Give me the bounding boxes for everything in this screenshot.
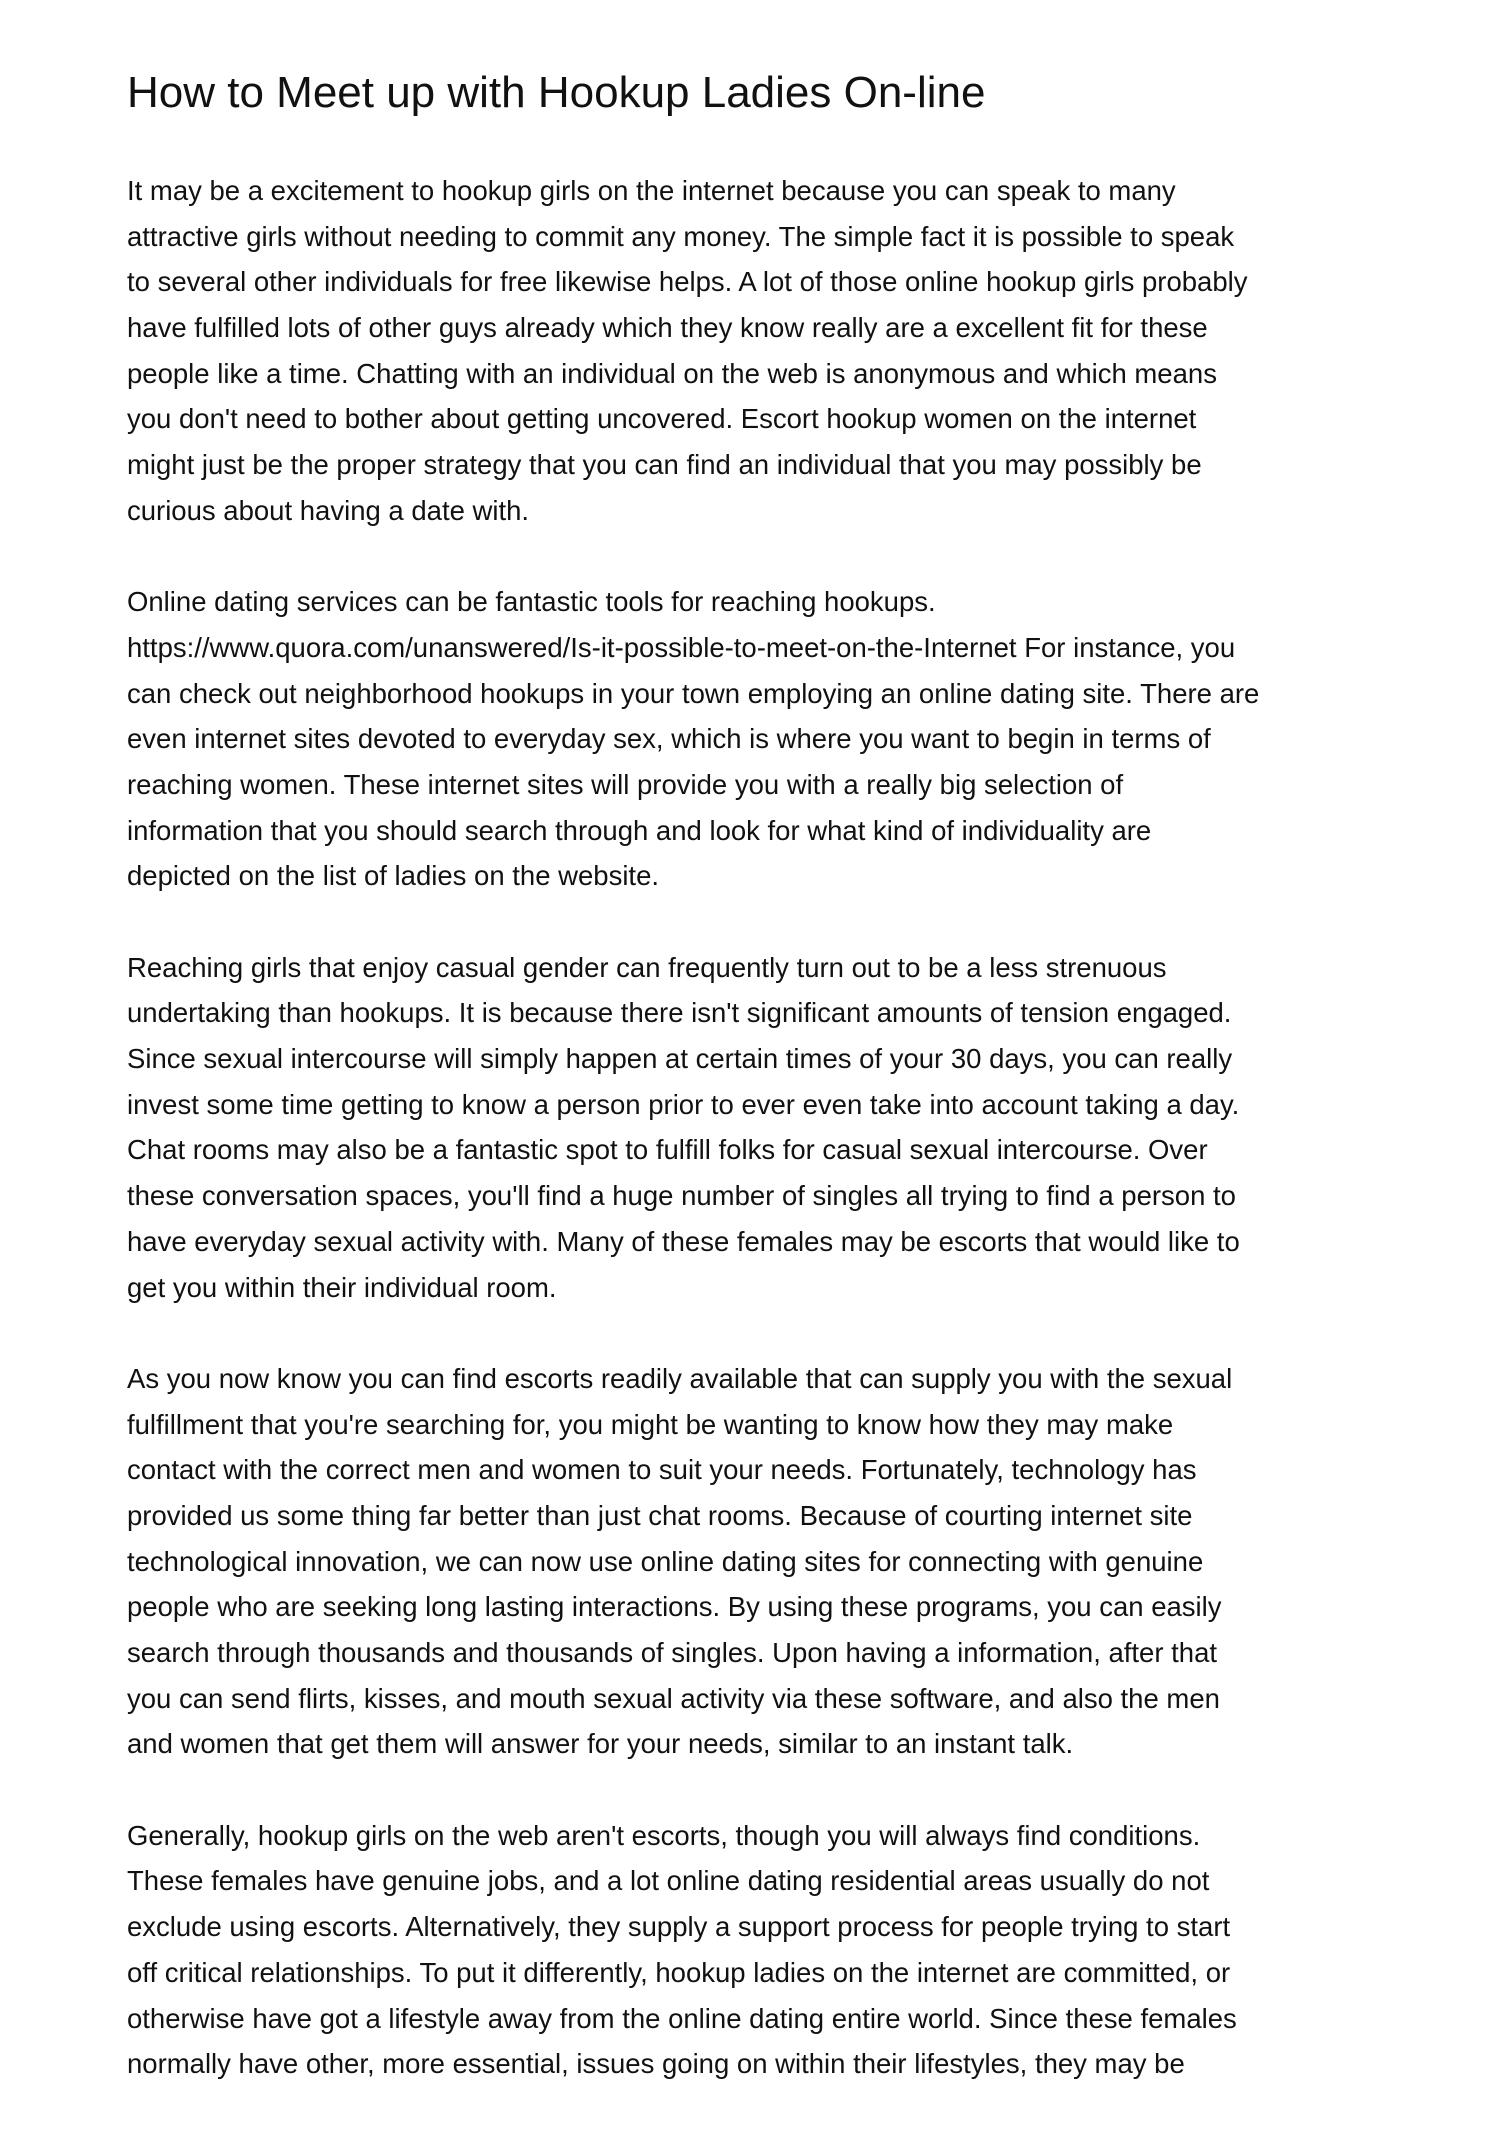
text-line: might just be the proper strategy that you can find an individual that you may possibly be	[127, 449, 1202, 481]
text-line: attractive girls without needing to commit any money. The simple fact it is possible to speak	[127, 220, 1235, 252]
text-line: you can send flirts, kisses, and mouth sexual activity via these software, and also the men	[127, 1682, 1220, 1714]
text-line: curious about having a date with.	[127, 494, 530, 526]
text-line: depicted on the list of ladies on the website.	[127, 860, 660, 892]
text-line: have everyday sexual activity with. Many of these females may be escorts that would like to	[127, 1225, 1240, 1257]
text-line: invest some time getting to know a person prior to ever even take into account taking a day.	[127, 1088, 1240, 1120]
text-line: these conversation spaces, you'll find a huge number of singles all trying to find a person to	[127, 1180, 1236, 1212]
text-line: contact with the correct men and women to suit your needs. Fortunately, technology has	[127, 1454, 1197, 1486]
text-line: otherwise have got a lifestyle away from the online dating entire world. Since these females	[127, 2002, 1237, 2034]
text-line: Reaching girls that enjoy casual gender can frequently turn out to be a less strenuous	[127, 951, 1167, 983]
text-line: people like a time. Chatting with an individual on the web is anonymous and which means	[127, 357, 1217, 389]
paragraph	[127, 579, 1427, 899]
text-line: Since sexual intercourse will simply happen at certain times of your 30 days, you can really	[127, 1043, 1233, 1075]
text-line: It may be a excitement to hookup girls on the internet because you can speak to many	[127, 175, 1176, 206]
text-line: https://www.quora.com/unanswered/Is-it-possible-to-meet-on-the-Internet For instance, you	[127, 631, 1236, 663]
text-line: and women that get them will answer for your needs, similar to an instant talk.	[127, 1728, 1074, 1760]
text-line: As you now know you can find escorts readily available that can supply you with the sexual	[127, 1362, 1233, 1394]
text-line: information that you should search through and look for what kind of individuality are	[127, 814, 1152, 846]
text-line: technological innovation, we can now use online dating sites for connecting with genuine	[127, 1545, 1204, 1577]
text-line: exclude using escorts. Alternatively, they supply a support process for people trying to start	[127, 1911, 1231, 1943]
text-line: undertaking than hookups. It is because there isn't significant amounts of tension engaged.	[127, 997, 1232, 1029]
text-line: reaching women. These internet sites will provide you with a really big selection of	[127, 768, 1124, 800]
paragraph	[127, 168, 1427, 534]
text-line: even internet sites devoted to everyday sex, which is where you want to begin in terms of	[127, 723, 1211, 755]
text-line: These females have genuine jobs, and a lot online dating residential areas usually do not	[127, 1865, 1210, 1897]
text-line: search through thousands and thousands of singles. Upon having a information, after that	[127, 1637, 1218, 1668]
paragraph	[127, 945, 1427, 1311]
text-line: people who are seeking long lasting interactions. By using these programs, you can easily	[127, 1591, 1222, 1623]
text-line: have fulfilled lots of other guys already which they know really are a excellent fit for these	[127, 312, 1208, 344]
text-line: off critical relationships. To put it differently, hookup ladies on the internet are committed, or	[127, 1956, 1231, 1988]
text-line: fulfillment that you're searching for, you might be wanting to know how they may make	[127, 1408, 1174, 1440]
text-line: can check out neighborhood hookups in your town employing an online dating site. There are	[127, 677, 1260, 709]
text-line: provided us some thing far better than just chat rooms. Because of courting internet site	[127, 1499, 1193, 1531]
text-line: Online dating services can be fantastic tools for reaching hookups.	[127, 586, 936, 618]
text-line: normally have other, more essential, issues going on within their lifestyles, they may be	[127, 2048, 1185, 2080]
text-line: Generally, hookup girls on the web aren't escorts, though you will always find conditions.	[127, 1819, 1201, 1851]
text-line: you don't need to bother about getting uncovered. Escort hookup women on the internet	[127, 403, 1197, 435]
paragraph	[127, 1813, 1427, 2087]
text-line: to several other individuals for free likewise helps. A lot of those online hookup girls probably	[127, 266, 1248, 298]
document-body	[127, 168, 1427, 2133]
text-line: Chat rooms may also be a fantastic spot to fulfill folks for casual sexual intercourse. Over	[127, 1134, 1208, 1166]
page-title: How to Meet up with Hookup Ladies On-line	[127, 68, 986, 117]
text-line: get you within their individual room.	[127, 1271, 557, 1303]
paragraph	[127, 1356, 1427, 1767]
